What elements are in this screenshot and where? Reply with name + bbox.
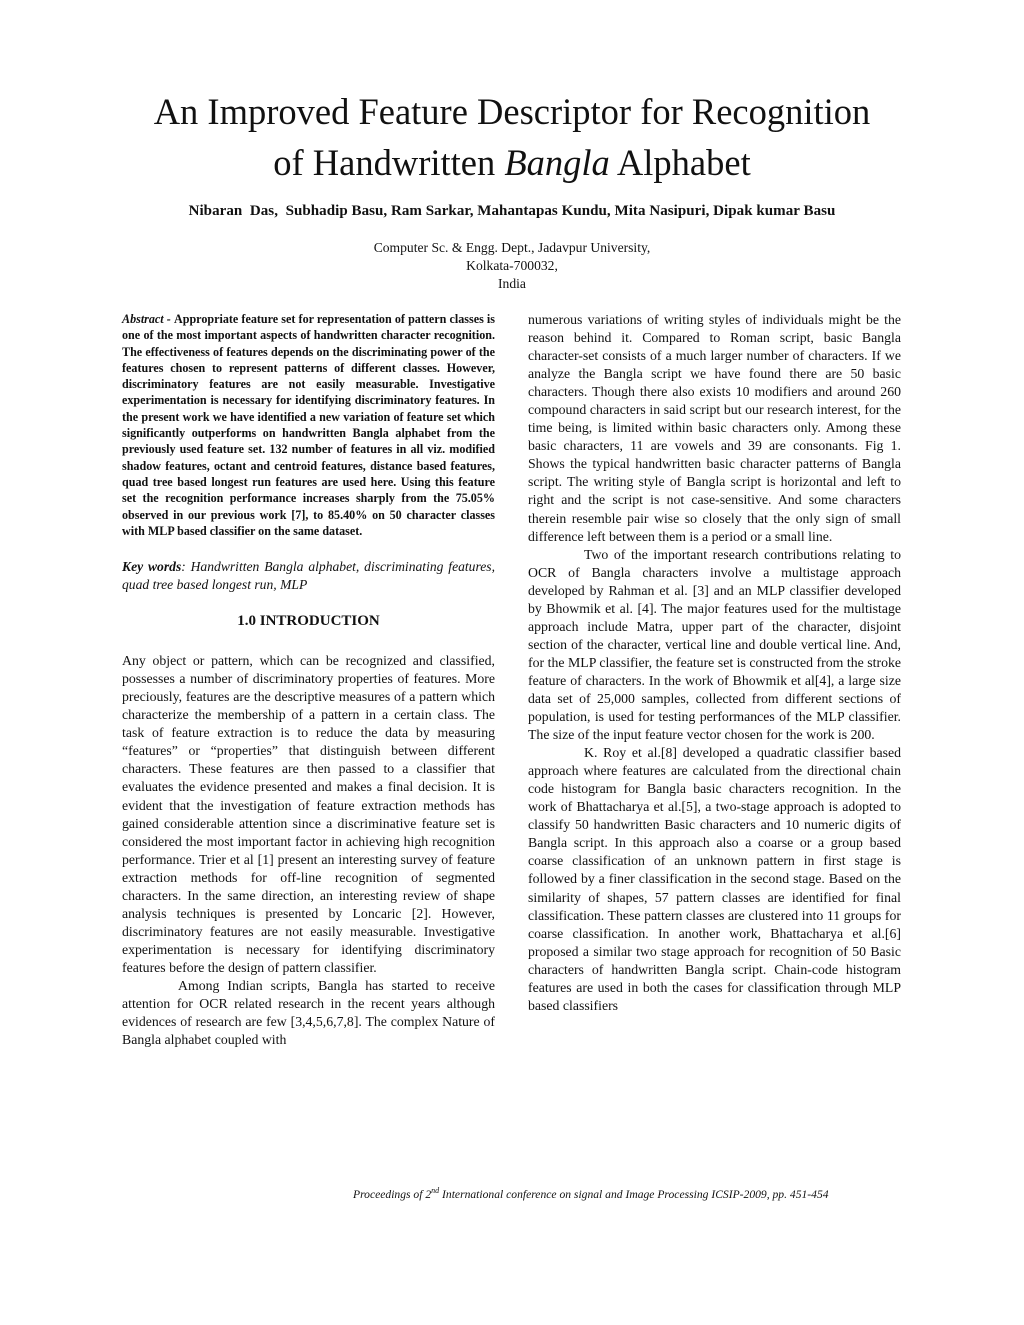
title-line-2	[60, 137, 964, 188]
title-line-2-before: of Handwritten	[273, 142, 505, 183]
title-line-1: An Improved Feature Descriptor for Recognition	[153, 91, 871, 132]
footer-before: Proceedings of 2	[353, 1187, 432, 1201]
right-paragraph-3: K. Roy et al.[8] developed a quadratic classifier based approach where features are calculated from the directional chain code histogram for Bangla basic characters recognition. In the work of Bhattacharya et al.[5], a two-stage approach is adopted to classify 50 handwritten Basic characters and 10 numeric digits of Bangla script. In this approach also a coarse or a group based coarse classification of an unknown pattern in first stage is followed by a finer classification in the second stage. Based on the similarity of shapes, 57 pattern classes are identified for final classification. These pattern classes are clustered into 11 groups for coarse classification. In another work, Bhattacharya et al.[6] proposed a similar two stage approach for recognition of 50 Basic characters of handwritten Bangla script. Chain-code histogram features are used in both the cases for classification through MLP based classifiers	[528, 745, 901, 1013]
abstract-text: Appropriate feature set for representation of pattern classes is one of the most important aspects of handwritten character recognition. The effectiveness of features depends on the discriminating power of the features chosen to represent patterns of different classes. However, discriminatory features are not easily measurable. Investigative experimentation is necessary for identifying discriminatory features. In the present work we have identified a new variation of feature set which significantly outperforms on handwritten Bangla alphabet from the previously used feature set. 132 number of features in all viz. modified shadow features, octant and centroid features, distance based features, quad tree based longest run features are used here. Using this feature set the recognition performance increases sharply from the 75.05% observed in our previous work [7], to 85.40% on 50 character classes with MLP based classifier on the same dataset.	[122, 312, 495, 538]
paper-title	[60, 86, 964, 188]
left-column	[122, 311, 495, 1049]
right-paragraph-2: Two of the important research contributions relating to OCR of Bangla characters involve a multistage approach developed by Rahman et al. [3] and an MLP classifier developed by Bhowmik et al. [4]. The major features used for the multistage approach include Matra, upper part of the character, disjoint section of the character, vertical line and double vertical line. And, for the MLP classifier, the feature set is constructed from the stroke feature of characters. In the work of Bhowmik et al[4], a large size data set of 25,000 samples, collected from different sections of population, is used for testing performances of the MLP classifier. The size of the input feature vector chosen for the work is 200.	[528, 546, 901, 743]
section-heading-introduction: 1.0 INTRODUCTION	[237, 613, 380, 630]
keywords-text: : Handwritten Bangla alphabet, discriminating features, quad tree based longest run, MLP	[122, 559, 495, 592]
keywords	[122, 558, 495, 593]
affiliation-line-1: Computer Sc. & Engg. Dept., Jadavpur University,	[373, 240, 651, 255]
footer-after: International conference on signal and Image Processing ICSIP-2009, pp. 451-454	[439, 1187, 829, 1201]
abstract-label: Abstract -	[122, 312, 174, 326]
affiliation-line-2: Kolkata-700032,	[466, 258, 558, 273]
intro-paragraph-2: Among Indian scripts, Bangla has started to receive attention for OCR related research in the recent years although evidences of research are few [3,4,5,6,7,8]. The complex Nature of Bangla alphabet coupled with	[122, 978, 495, 1048]
right-column	[528, 311, 901, 1015]
footer-superscript: nd	[431, 1186, 440, 1195]
intro-paragraph-1: Any object or pattern, which can be recognized and classified, possesses a number of discriminatory properties of features. More preciously, features are the descriptive measures of a pattern which characterize the membership of a pattern in a certain class. The task of feature extraction is to reduce the data by measuring “features” or “properties” that distinguish between different characters. These features are then passed to a classifier that evaluates the evidence presented and makes a final decision. It is evident that the investigation of feature extraction methods has gained considerable attention since a discriminative feature set is considered the most important factor in achieving high recognition performance. Trier et al [1] present an interesting survey of feature extraction methods for off-line recognition of segmented characters. In the same direction, an interesting review of shape analysis techniques is presented by Loncaric [2]. However, discriminatory features are not easily measurable. Investigative experimentation is necessary for identifying discriminatory features before the design of pattern classifier.	[122, 653, 495, 975]
right-paragraph-1: numerous variations of writing styles of individuals might be the reason behind it. Compared to Roman script, basic Bangla character-set consists of a much larger number of characters. If we analyze the Bangla script we have found there are 50 basic characters. Though there also exists 10 modifiers and around 260 compound characters in said script but our research interest, for the time being, is limited within basic characters only. Among these basic characters, 11 are vowels and 39 are consonants. Fig 1. Shows the typical handwritten basic character patterns of Bangla script. The writing style of Bangla script is horizontal and left to right and the script is not case-sensitive. And some characters therein resemble pair wise so closely that the only sign of small difference left between them is a period or a small line.	[528, 312, 901, 544]
author-list: Nibaran Das, Subhadip Basu, Ram Sarkar, Mahantapas Kundu, Mita Nasipuri, Dipak kumar Basu	[188, 203, 836, 219]
keywords-label: Key words	[122, 559, 182, 575]
affiliation-line-3: India	[498, 276, 526, 291]
title-line-2-after: Alphabet	[609, 142, 751, 183]
proceedings-footer	[353, 1186, 913, 1201]
title-italic-word: Bangla	[504, 142, 610, 183]
affiliation	[212, 239, 812, 293]
abstract	[122, 311, 495, 539]
